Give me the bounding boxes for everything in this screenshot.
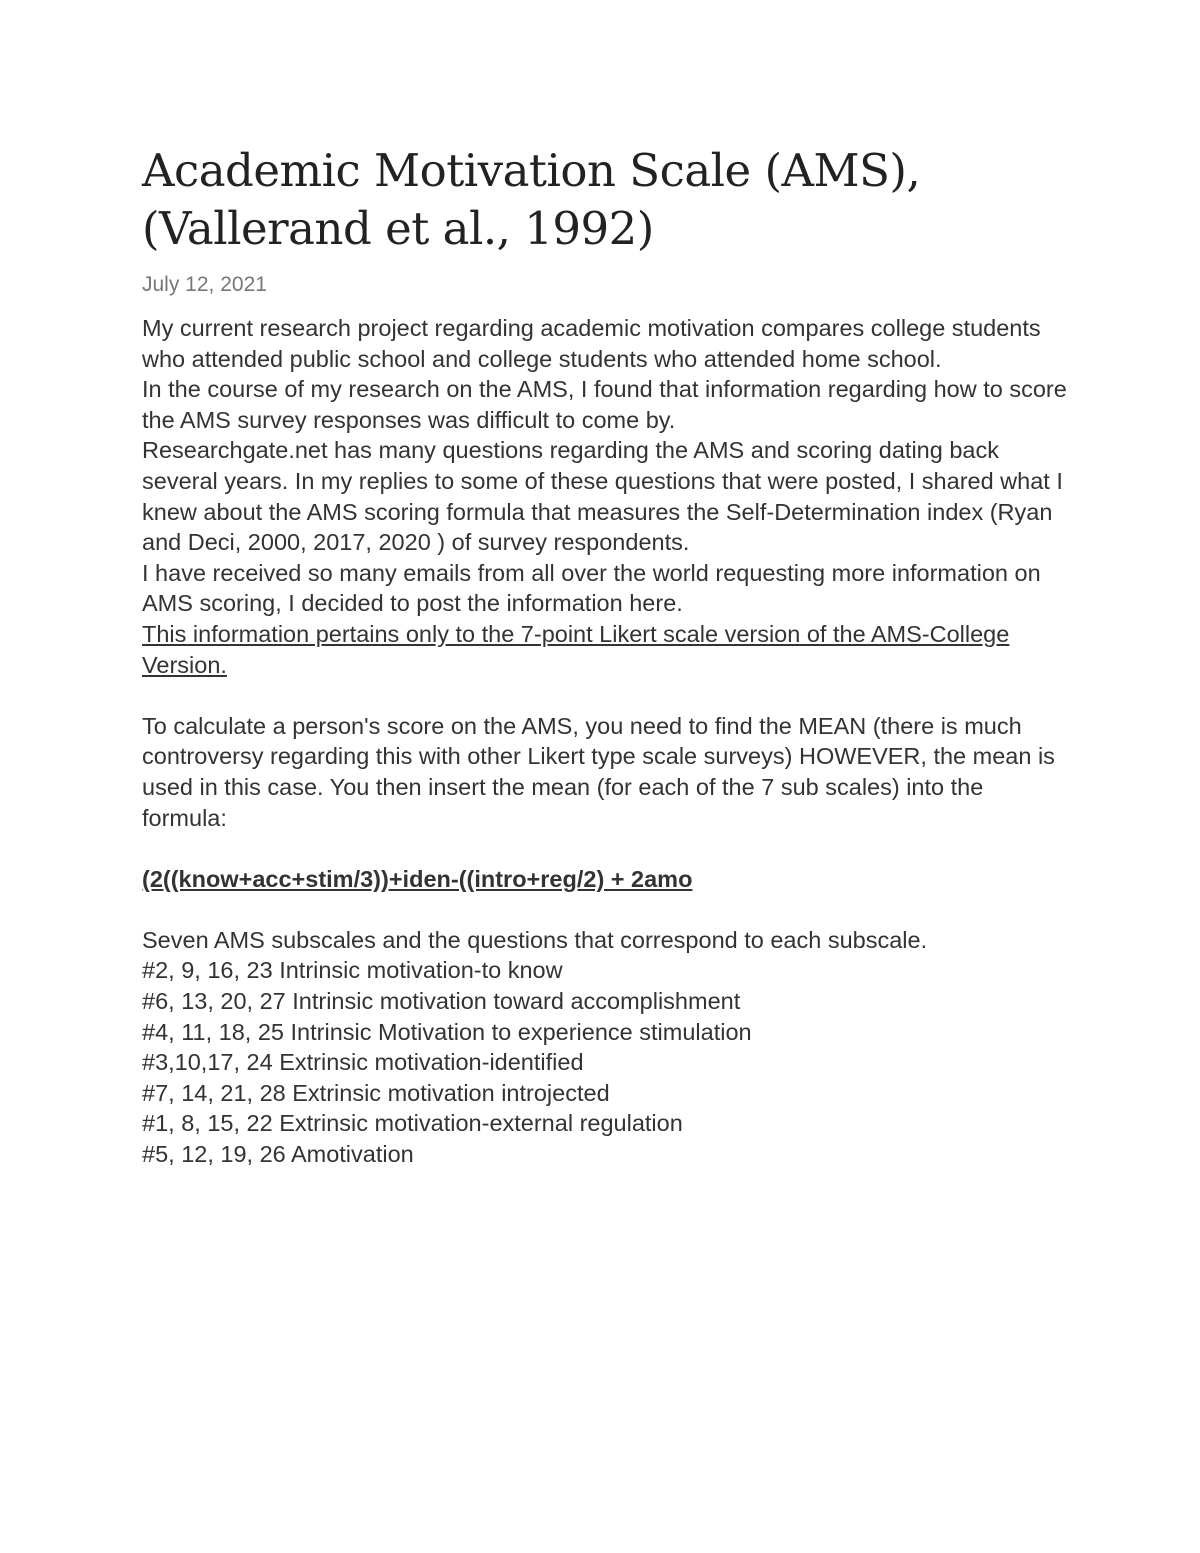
subscale-item: #3,10,17, 24 Extrinsic motivation-identified [142,1049,584,1076]
paragraph-researchgate: Researchgate.net has many questions regarding the AMS and scoring dating back several years. In my replies to some of these questions that were posted, I shared what I knew about the AMS scoring formula that measures the Self-Determination index (Ryan and Deci, 2000, 2017, 2020 ) of survey respondents. [142,437,1063,556]
document-page [142,142,1072,1170]
subscale-item: #4, 11, 18, 25 Intrinsic Motivation to experience stimulation [142,1018,752,1045]
post-title [142,142,1072,258]
paragraph-calculation: To calculate a person's score on the AMS, you need to find the MEAN (there is much controversy regarding this with other Likert type scale surveys) HOWEVER, the mean is used in this case. You then insert the mean (for each of the 7 sub scales) into the formula: [142,712,1055,831]
post-date: July 12, 2021 [142,273,267,296]
underlined-note: This information pertains only to the 7-point Likert scale version of the AMS-College Version. [142,620,1010,678]
spacer [142,833,1072,864]
paragraph-intro: My current research project regarding academic motivation compares college students who attended public school and college students who attended home school. [142,315,1041,372]
subscale-item: #7, 14, 21, 28 Extrinsic motivation introjected [142,1079,610,1106]
paragraph-emails: I have received so many emails from all over the world requesting more information on AMS scoring, I decided to post the information here. [142,559,1041,617]
post-body [142,313,1072,1170]
post-title-line1: Academic Motivation Scale (AMS), [142,144,921,197]
subscale-list [142,955,1072,1169]
subscale-item: #6, 13, 20, 27 Intrinsic motivation toward accomplishment [142,988,741,1015]
subscale-item: #2, 9, 16, 23 Intrinsic motivation-to know [142,957,563,984]
post-title-line2: (Vallerand et al., 1992) [142,202,654,255]
subscales-intro: Seven AMS subscales and the questions that correspond to each subscale. [142,926,928,953]
paragraph-research: In the course of my research on the AMS, I found that information regarding how to score the AMS survey responses was difficult to come by. [142,376,1067,433]
scoring-formula: (2((know+acc+stim/3))+iden-((intro+reg/2) + 2amo [142,865,693,892]
spacer [142,680,1072,711]
subscale-item: #5, 12, 19, 26 Amotivation [142,1141,414,1168]
subscale-item: #1, 8, 15, 22 Extrinsic motivation-external regulation [142,1110,683,1137]
spacer [142,894,1072,925]
